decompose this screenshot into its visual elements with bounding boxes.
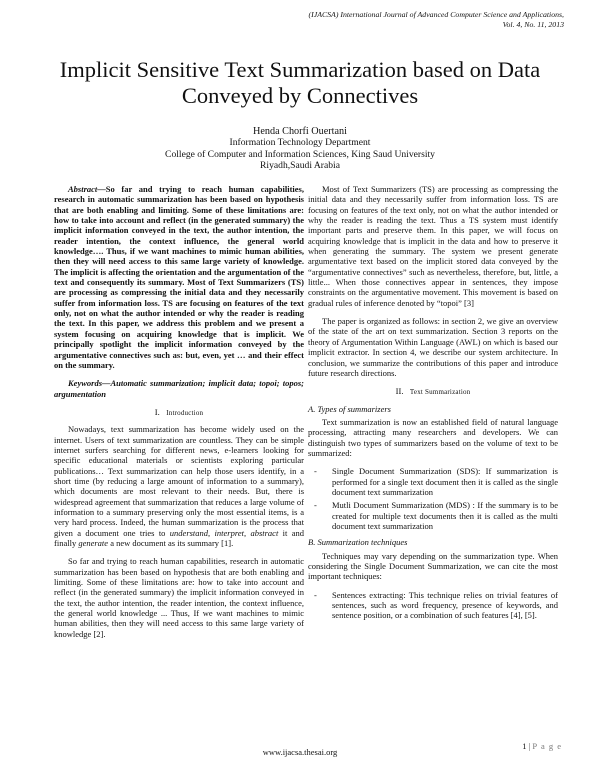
emphasis: abstract (250, 527, 279, 538)
text-run: , (243, 527, 251, 538)
keywords: Keywords—Automatic summarization; implicit data; topoi; topos; argumentation (54, 378, 304, 399)
emphasis: understand (169, 527, 209, 538)
title-line-1: Implicit Sensitive Text Summarization based on Data (59, 57, 541, 82)
techniques-paragraph: Techniques may vary depending on the summarization type. When considering the Single Document Summarization, we can cite the most important techniques: (308, 550, 558, 582)
text-run: Nowadays, text summarization has become widely used on the internet. Users of text summarization are countless. They can be simple internet surfers searching for different news, e-learners looking for specific educational materials or scientists exploring particular publications… Text summarization can help those users identify, in a short time (by reducing a large amount of information to a summary), which documents are most relevant to their needs. But, there is widespread agreement that summarization that reduces a large volume of information to a summary preserving only the most essential items, is a very hard process. Indeed, the human summarization is the process that given a document one tries to (54, 424, 304, 538)
subsection-heading-types: A. Types of summarizers (308, 403, 391, 414)
list-item (308, 590, 558, 621)
section-number: II. (395, 386, 404, 397)
list-item-text: Single Document Summarization (SDS): If summarization is performed for a single text document then it is called as the single document text summarization (332, 466, 558, 497)
author-city: Riyadh,Saudi Arabia (260, 159, 340, 171)
running-header (309, 10, 564, 30)
dash-bullet: - (314, 500, 317, 511)
title-line-2: Conveyed by Connectives (181, 83, 419, 108)
author-college: College of Computer and Information Sciences, King Saud University (165, 148, 435, 160)
journal-name: (IJACSA) International Journal of Advanced Computer Science and Applications, (308, 10, 564, 19)
section-number: I. (154, 406, 160, 417)
author-block (60, 126, 540, 171)
section-title: Text Summarization (409, 388, 471, 397)
section-title: Introduction (166, 408, 204, 417)
dash-bullet: - (314, 589, 317, 600)
abstract-label: Abstract (68, 184, 98, 194)
author-name: Henda Chorfi Ouertani (253, 126, 347, 137)
types-paragraph: Text summarization is now an established field of natural language processing, attracting many researchers and developers. We can distinguish two types of summarizers based on the volume of text to be summarized: (308, 416, 558, 458)
journal-url-link[interactable]: www.ijacsa.thesai.org (262, 747, 338, 757)
list-item-text: Mutli Document Summarization (MDS) : If the summary is to be created for multiple text documents then it is called as the multi document text summarization (332, 500, 558, 531)
dash-bullet: - (314, 466, 317, 477)
paper-title (30, 57, 570, 109)
subsection-heading-techniques: B. Summarization techniques (308, 537, 408, 548)
left-column (54, 184, 304, 647)
text-run: it and finally (54, 527, 305, 548)
list-item (308, 500, 558, 531)
emphasis: generate (78, 538, 109, 548)
summarizer-types-list (308, 466, 558, 531)
list-item-text: Sentences extracting: This technique relies on trivial features of sentences, such as word frequency, presence of keywords, and sentence position, or a combination of such features [4], [5]. (332, 589, 558, 621)
author-department: Information Technology Department (229, 137, 371, 149)
abstract (54, 184, 304, 370)
intro-paragraph-3: Most of Text Summarizers (TS) are processing as compressing the initial data and they necessarily suffer from information loss. TS are focusing on features of the text only, not on what the author intended or why the reader is reading the text. Thus a TS system must identify important parts and preserve them. In this paper, we will focus on acquiring knowledge that is implicit in the data and how to preserve it when generating the summary. The system we present generate argumentative text based on the implicit stored data conveyed by the “argumentative connectives” such as nevertheless, therefore, but, little, a little... When those connectives appear in sentences, they impose constraints on the argumentative movement. This movement is based on gradual rules of inference denoted by “topoi” [3] (308, 184, 558, 308)
emphasis: interpret (214, 527, 244, 538)
intro-paragraph-1 (54, 424, 304, 548)
intro-paragraph-4: The paper is organized as follows: in section 2, we give an overview of the state of the art on text summarization. Section 3 reports on the theory of Argumentation Within Language (AWL) on which is based our implicit extractor. In section 4, we describe our system architecture. In conclusion, we summarize the contributions of this paper and introduce future research directions. (308, 316, 558, 378)
page-separator: | (528, 741, 531, 751)
text-run: a new document as its summary [1]. (108, 538, 234, 548)
list-item (308, 466, 558, 497)
techniques-list (308, 590, 558, 621)
abstract-body: —So far and trying to reach human capabilities, research in automatic summarization has been based on hypothesis that are both enabling and limiting. Some of these limitations are: how to take into account and reflect (in the generated summary) the implicit information conveyed in the text, the author intention, the reader intention, the context influence, the general world knowledge…. Thus, if we want machines to mimic human abilities, then they will need access to this same large variety of knowledge. The implicit is affecting the orientation and the argumentation of the text and consequently its summary. Most of Text Summarizers (TS) are processing as compressing the initial data and they necessarily suffer from information loss. TS are focusing on features of the text only, not on what the author intended or why the reader is reading the text. In this paper, we address this problem and we present a system focusing on acquiring knowledge that is implicit. We principally spotlight the implicit information conveyed by the argumentative connectives such as: but, even, yet … and their effect on the summary. (54, 184, 304, 370)
intro-paragraph-2: So far and trying to reach human capabilities, research in automatic summarization has been based on hypothesis that are both enabling and limiting. Some of these limitations are: how to take into account and reflect (in the generated summary) the implicit information conveyed in the text, the author intention, the reader intention, the context influence, the general world knowledge ... Thus, If we want machines to mimic human abilities, then they will need access to this same large variety of knowledge [2]. (54, 556, 304, 639)
page-number-value: 1 (522, 741, 527, 751)
section-heading-text-summarization (308, 386, 558, 397)
page-word: P a g e (532, 741, 562, 751)
right-column (308, 184, 558, 627)
text-run: , (208, 527, 215, 538)
journal-volume: Vol. 4, No. 11, 2013 (502, 20, 564, 29)
section-heading-introduction (54, 407, 304, 418)
